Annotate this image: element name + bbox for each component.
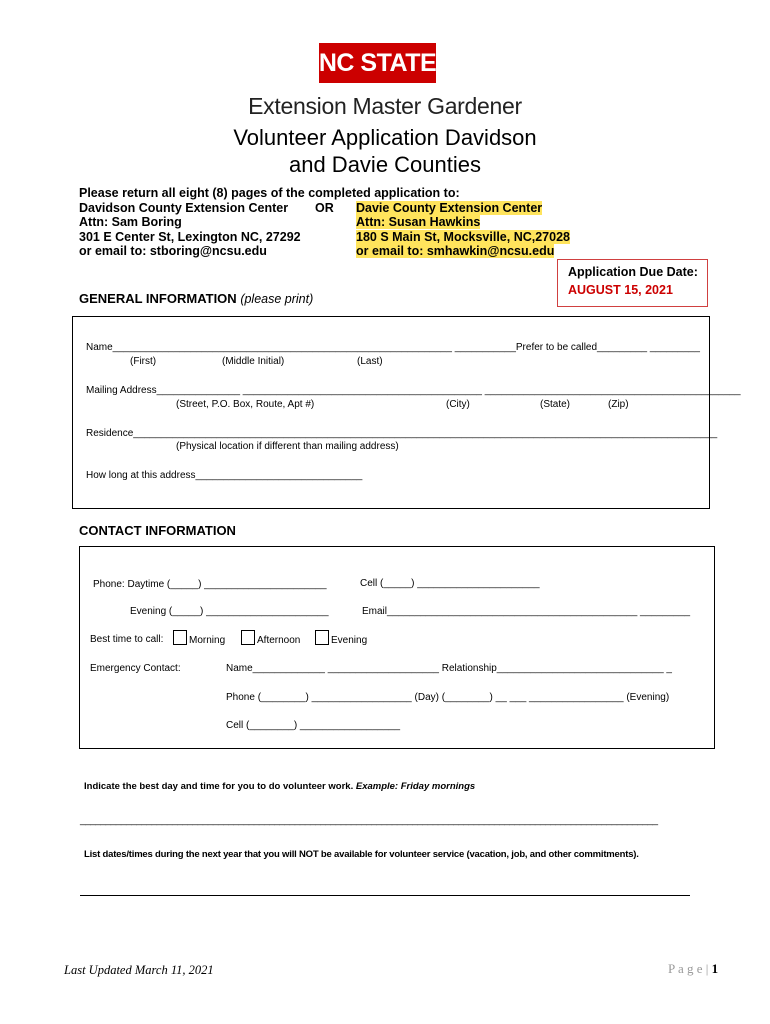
program-subtitle: Extension Master Gardener	[248, 93, 522, 119]
morning-checkbox[interactable]	[173, 630, 187, 645]
middle-initial-caption: (Middle Initial)	[222, 356, 285, 367]
emergency-name-field[interactable]: Name_____________ ____________________ Relationship______________________________ _	[226, 663, 672, 674]
cell-field[interactable]: Cell (_____) ______________________	[360, 578, 540, 589]
option-morning[interactable]: Morning	[173, 630, 225, 646]
residence-caption: (Physical location if different than mailing address)	[176, 441, 399, 452]
city-caption: (City)	[446, 399, 470, 410]
afternoon-checkbox[interactable]	[241, 630, 255, 645]
davie-attn: Attn: Susan Hawkins	[356, 215, 481, 229]
name-field[interactable]: Name_____________________________________________________________ ___________Prefer to be called_________ _________	[86, 342, 700, 353]
unavailable-dates-answer-line[interactable]	[80, 895, 690, 896]
how-long-field[interactable]: How long at this address______________________________	[86, 470, 363, 481]
davidson-email: or email to: stboring@ncsu.edu	[79, 244, 267, 258]
best-day-answer-line[interactable]: _________________________________________________________________________________________________________________	[80, 815, 658, 826]
page-number: P a g e | 1	[668, 961, 719, 976]
phone-evening-field[interactable]: Evening (_____) ______________________	[130, 606, 329, 617]
residence-field[interactable]: Residence_________________________________________________________________________________________________________	[86, 428, 718, 439]
email-field[interactable]: Email_____________________________________________ _________	[362, 606, 691, 617]
phone-daytime-field[interactable]: Phone: Daytime (_____) ______________________	[93, 579, 327, 590]
emergency-contact-label: Emergency Contact:	[90, 663, 181, 674]
zip-caption: (Zip)	[608, 399, 629, 410]
option-evening[interactable]: Evening	[315, 630, 367, 646]
nc-state-logo: NC STATE	[319, 43, 436, 83]
state-caption: (State)	[540, 399, 571, 410]
first-name-caption: (First)	[130, 356, 157, 367]
street-caption: (Street, P.O. Box, Route, Apt #)	[176, 399, 315, 410]
due-date-value: AUGUST 15, 2021	[568, 283, 673, 297]
last-updated: Last Updated March 11, 2021	[64, 963, 214, 977]
contact-info-heading: CONTACT INFORMATION	[79, 523, 236, 538]
davie-address: 180 S Main St, Mocksville, NC,27028	[356, 230, 570, 244]
return-intro: Please return all eight (8) pages of the completed application to:	[79, 186, 460, 200]
davie-email: or email to: smhawkin@ncsu.edu	[356, 244, 555, 258]
page-title-line1: Volunteer Application Davidson	[233, 125, 537, 150]
evening-checkbox[interactable]	[315, 630, 329, 645]
or-separator: OR	[315, 201, 334, 215]
mailing-address-field[interactable]: Mailing Address_______________ ___________________________________________ ______________________________________________	[86, 385, 741, 396]
emergency-cell-field[interactable]: Cell (________) __________________	[226, 720, 401, 731]
unavailable-dates-question: List dates/times during the next year that you will NOT be available for volunteer service (vacation, job, and other commitments).	[84, 849, 639, 860]
best-day-question: Indicate the best day and time for you to do volunteer work. Example: Friday mornings	[84, 781, 476, 792]
contact-info-box	[79, 546, 715, 749]
best-time-label: Best time to call:	[90, 634, 164, 645]
last-name-caption: (Last)	[357, 356, 383, 367]
davidson-office-name: Davidson County Extension Center	[79, 201, 289, 215]
davidson-address: 301 E Center St, Lexington NC, 27292	[79, 230, 301, 244]
page-title-line2: and Davie Counties	[288, 152, 481, 177]
option-afternoon[interactable]: Afternoon	[241, 630, 300, 646]
davidson-attn: Attn: Sam Boring	[79, 215, 182, 229]
due-date-label: Application Due Date:	[568, 265, 698, 279]
davie-office-name: Davie County Extension Center	[356, 201, 543, 215]
emergency-phone-field[interactable]: Phone (________) __________________ (Day) (________) __ ___ _________________ (Evening)	[226, 692, 670, 703]
general-info-heading: GENERAL INFORMATION (please print)	[79, 291, 314, 306]
